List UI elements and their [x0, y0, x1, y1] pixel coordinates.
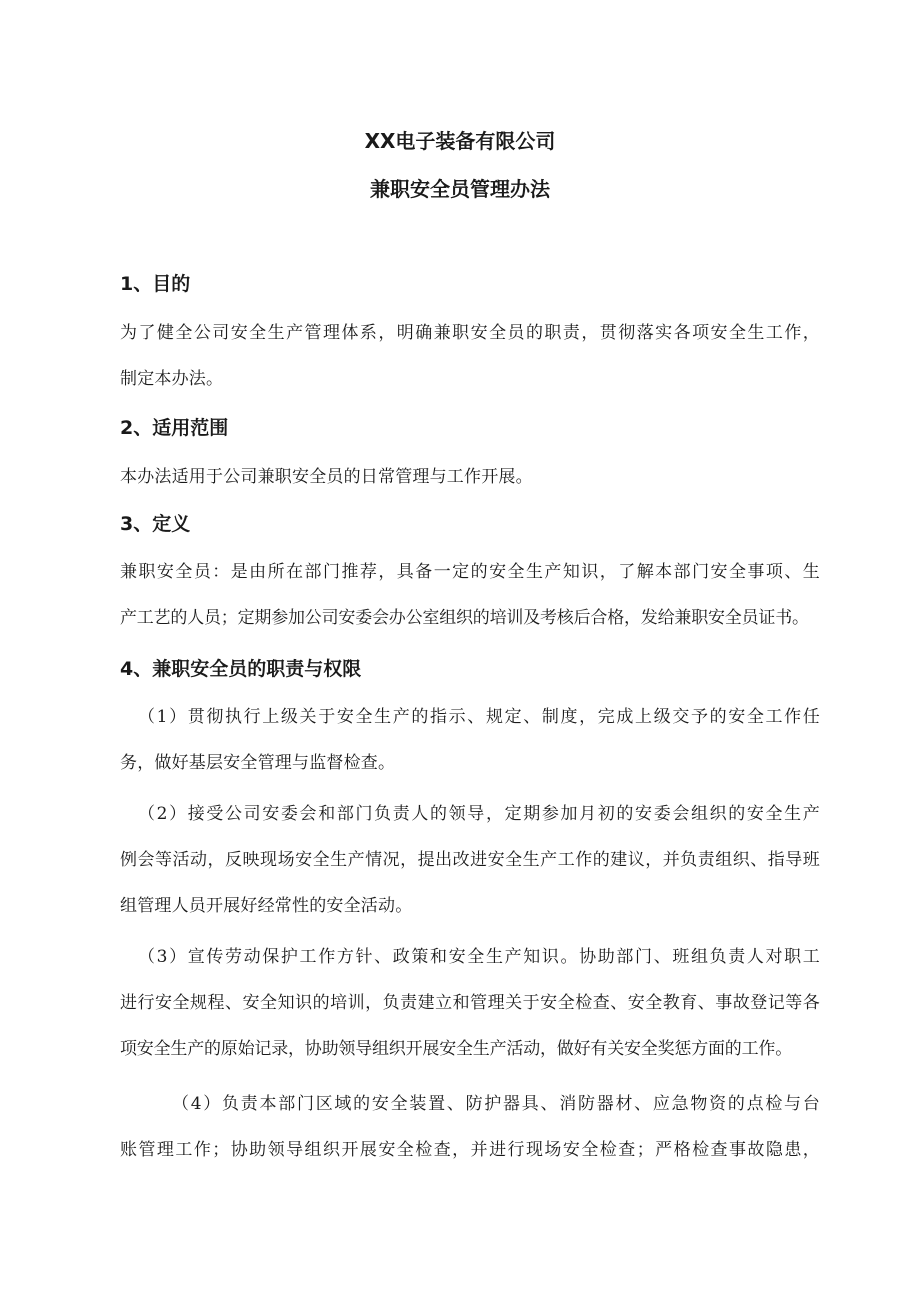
- section-body-purpose: [120, 310, 820, 402]
- paragraph-line: 进行安全规程、安全知识的培训，负责建立和管理关于安全检查、安全教育、事故登记等各: [120, 993, 820, 1013]
- paragraph-line: 本办法适用于公司兼职安全员的日常管理与工作开展。: [120, 467, 533, 487]
- paragraph-line: 务，做好基层安全管理与监督检查。: [120, 753, 396, 773]
- paragraph-line: （3）宣传劳动保护工作方针、政策和安全生产知识。协助部门、班组负责人对职工: [138, 947, 820, 967]
- paragraph-line: 兼职安全员：是由所在部门推荐，具备一定的安全生产知识，了解本部门安全事项、生: [120, 562, 820, 582]
- paragraph-line: （4）负责本部门区域的安全装置、防护器具、消防器材、应急物资的点检与台: [172, 1094, 820, 1114]
- paragraph-line: （1）贯彻执行上级关于安全生产的指示、规定、制度，完成上级交予的安全工作任: [138, 707, 820, 727]
- document-subtitle: 兼职安全员管理办法: [370, 177, 550, 201]
- paragraph-line: 为了健全公司安全生产管理体系，明确兼职安全员的职责，贯彻落实各项安全生工作，: [120, 323, 820, 343]
- section-heading-scope: 2、适用范围: [120, 417, 229, 439]
- section-heading-duties: 4、兼职安全员的职责与权限: [120, 658, 362, 680]
- paragraph-line: 产工艺的人员；定期参加公司安委会办公室组织的培训及考核后合格，发给兼职安全员证书。: [120, 608, 809, 628]
- section-heading-purpose: 1、目的: [120, 273, 191, 295]
- section-body-definition: [120, 549, 820, 641]
- duty-item-3: [120, 934, 820, 1072]
- duty-item-2: [120, 791, 820, 929]
- section-body-scope: [120, 454, 820, 500]
- section-heading-definition: 3、定义: [120, 513, 191, 535]
- duty-item-1: [120, 694, 820, 786]
- paragraph-line: （2）接受公司安委会和部门负责人的领导，定期参加月初的安委会组织的安全生产: [138, 804, 820, 824]
- paragraph-line: 账管理工作；协助领导组织开展安全检查，并进行现场安全检查；严格检查事故隐患，: [120, 1140, 820, 1160]
- paragraph-line: 例会等活动，反映现场安全生产情况，提出改进安全生产工作的建议，并负责组织、指导班: [120, 850, 820, 870]
- duty-item-4: [120, 1081, 820, 1173]
- document-title: XX电子装备有限公司: [364, 129, 556, 153]
- paragraph-line: 项安全生产的原始记录，协助领导组织开展安全生产活动，做好有关安全奖惩方面的工作。: [120, 1039, 792, 1059]
- paragraph-line: 组管理人员开展好经常性的安全活动。: [120, 896, 413, 916]
- paragraph-line: 制定本办法。: [120, 369, 224, 389]
